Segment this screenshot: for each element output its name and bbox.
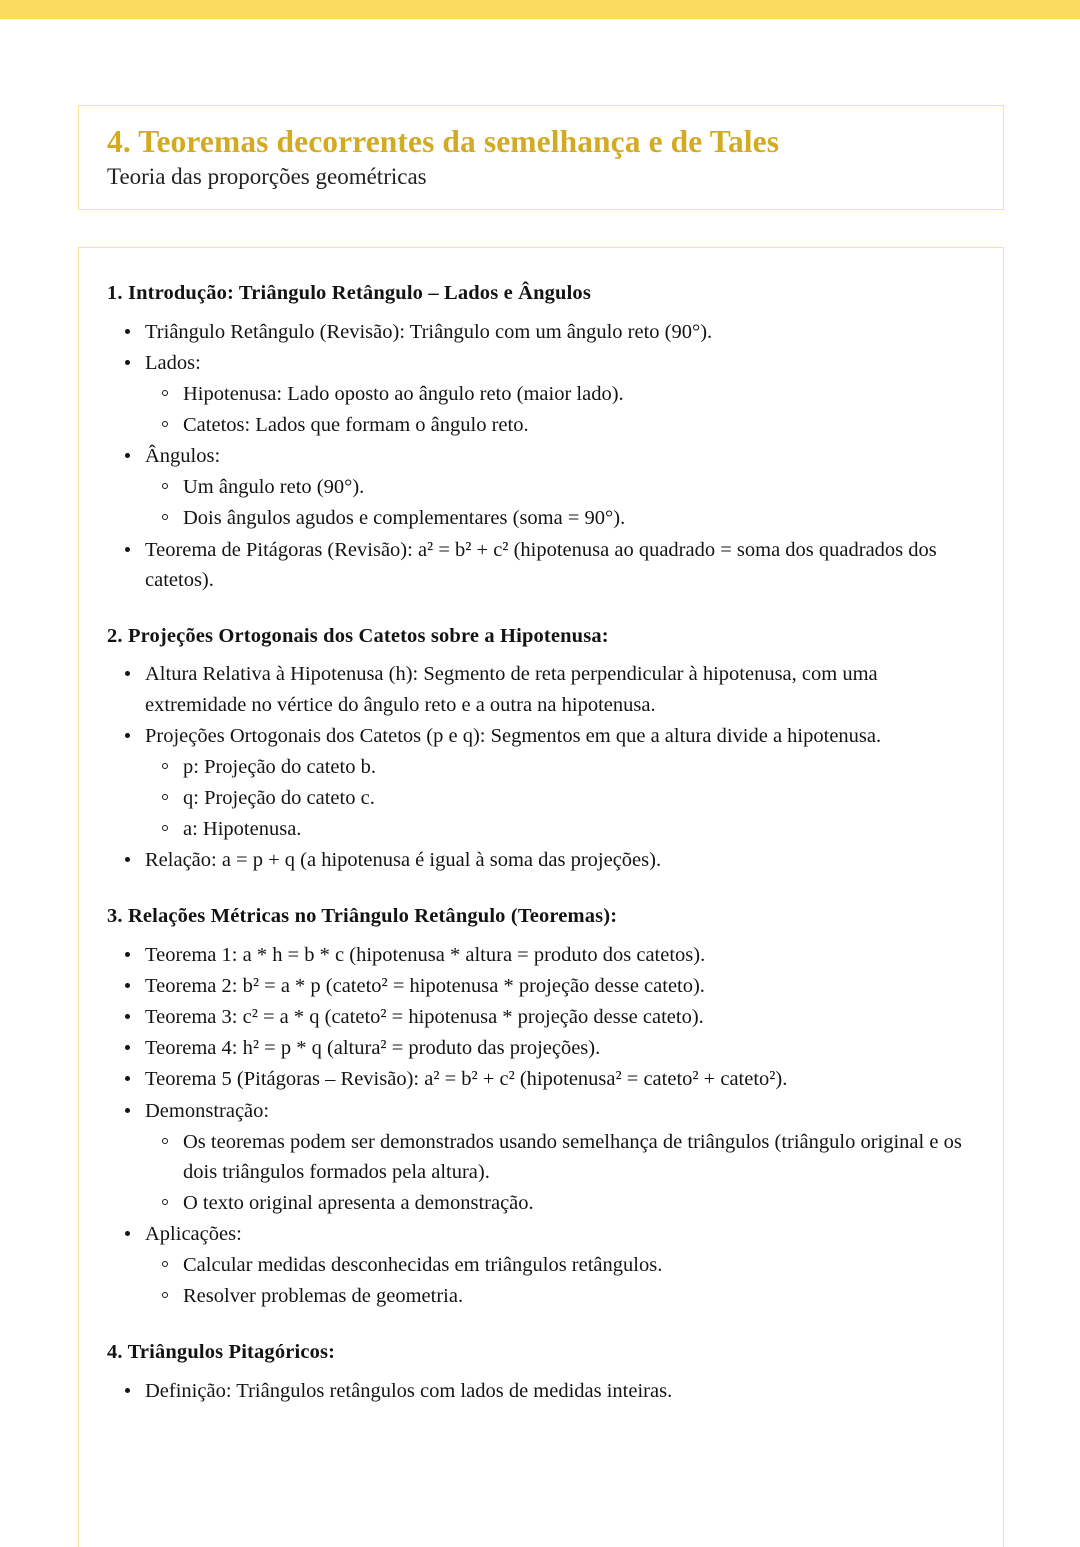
section-3-heading: 3. Relações Métricas no Triângulo Retângulo (Teoremas): bbox=[107, 905, 618, 928]
sub-list-item: p: Projeção do cateto b. bbox=[145, 752, 977, 782]
section-2 bbox=[107, 623, 977, 876]
section-2-list bbox=[107, 659, 977, 875]
list-item bbox=[107, 971, 977, 1001]
sub-list-item: Dois ângulos agudos e complementares (soma = 90°). bbox=[145, 503, 977, 533]
section-3 bbox=[107, 903, 977, 1311]
list-item bbox=[107, 317, 977, 347]
list-item-text: Teorema de Pitágoras (Revisão): a² = b² + c² (hipotenusa ao quadrado = soma dos quadrados dos catetos). bbox=[145, 538, 937, 591]
section-4-list bbox=[107, 1376, 977, 1406]
sub-list-item: Resolver problemas de geometria. bbox=[145, 1281, 977, 1311]
page-subtitle: Teoria das proporções geométricas bbox=[107, 164, 427, 190]
sub-list-item: Catetos: Lados que formam o ângulo reto. bbox=[145, 410, 977, 440]
document-content-inner bbox=[79, 248, 1003, 1406]
list-item bbox=[107, 1002, 977, 1032]
sub-list-item: Os teoremas podem ser demonstrados usando semelhança de triângulos (triângulo original e os dois triângulos formados pela altura). bbox=[145, 1127, 977, 1187]
sub-list-item: a: Hipotenusa. bbox=[145, 814, 977, 844]
list-item-text: Definição: Triângulos retângulos com lados de medidas inteiras. bbox=[145, 1380, 673, 1403]
section-1 bbox=[107, 280, 977, 595]
section-4-heading: 4. Triângulos Pitagóricos: bbox=[107, 1341, 336, 1364]
list-item-text: Teorema 1: a * h = b * c (hipotenusa * altura = produto dos catetos). bbox=[145, 943, 706, 966]
sub-list-item: Hipotenusa: Lado oposto ao ângulo reto (maior lado). bbox=[145, 379, 977, 409]
list-item-text: Aplicações: bbox=[145, 1223, 242, 1246]
list-item bbox=[107, 845, 977, 875]
list-item-text: Lados: bbox=[145, 351, 201, 374]
list-item-text: Teorema 3: c² = a * q (cateto² = hipotenusa * projeção desse cateto). bbox=[145, 1006, 704, 1029]
section-2-heading: 2. Projeções Ortogonais dos Catetos sobre a Hipotenusa: bbox=[107, 624, 609, 647]
section-1-heading: 1. Introdução: Triângulo Retângulo – Lados e Ângulos bbox=[107, 282, 591, 304]
section-4 bbox=[107, 1339, 977, 1406]
list-item bbox=[107, 721, 977, 845]
section-3-list bbox=[107, 940, 977, 1312]
sub-list-item: Calcular medidas desconhecidas em triângulos retângulos. bbox=[145, 1250, 977, 1280]
list-item-text: Relação: a = p + q (a hipotenusa é igual à soma das projeções). bbox=[145, 849, 662, 872]
list-item-text: Triângulo Retângulo (Revisão): Triângulo com um ângulo reto (90°). bbox=[145, 320, 713, 343]
sub-list-item: Um ângulo reto (90°). bbox=[145, 472, 977, 502]
document-page bbox=[0, 19, 1080, 1528]
list-item-text: Demonstração: bbox=[145, 1099, 270, 1122]
list-item bbox=[107, 1219, 977, 1311]
document-header-inner bbox=[79, 106, 1003, 192]
list-item bbox=[107, 1096, 977, 1219]
sub-list bbox=[145, 1250, 977, 1311]
sub-list bbox=[145, 472, 977, 533]
list-item bbox=[107, 1064, 977, 1094]
list-item-text: Teorema 4: h² = p * q (altura² = produto das projeções). bbox=[145, 1037, 601, 1060]
list-item-text: Teorema 2: b² = a * p (cateto² = hipotenusa * projeção desse cateto). bbox=[145, 975, 705, 998]
list-item-text: Teorema 5 (Pitágoras – Revisão): a² = b² + c² (hipotenusa² = cateto² + cateto²). bbox=[145, 1068, 788, 1091]
document-content-box bbox=[78, 247, 1004, 1547]
list-item bbox=[107, 940, 977, 970]
sub-list bbox=[145, 379, 977, 440]
sub-list bbox=[145, 1127, 977, 1218]
section-1-list bbox=[107, 317, 977, 595]
page-title: 4. Teoremas decorrentes da semelhança e de Tales bbox=[107, 124, 780, 159]
top-accent-bar bbox=[0, 0, 1080, 19]
list-item-text: Ângulos: bbox=[145, 445, 221, 468]
sub-list-item: O texto original apresenta a demonstração. bbox=[145, 1188, 977, 1218]
sub-list-item: q: Projeção do cateto c. bbox=[145, 783, 977, 813]
list-item-text: Projeções Ortogonais dos Catetos (p e q): Segmentos em que a altura divide a hipotenusa. bbox=[145, 724, 882, 747]
document-header-box bbox=[78, 105, 1004, 210]
list-item bbox=[107, 1376, 977, 1406]
list-item-text: Altura Relativa à Hipotenusa (h): Segmento de reta perpendicular à hipotenusa, com uma extremidade no vértice do ângulo reto e a outra na hipotenusa. bbox=[145, 663, 878, 716]
list-item bbox=[107, 659, 977, 719]
list-item bbox=[107, 1033, 977, 1063]
list-item bbox=[107, 441, 977, 533]
list-item bbox=[107, 535, 977, 595]
sub-list bbox=[145, 752, 977, 844]
list-item bbox=[107, 348, 977, 440]
